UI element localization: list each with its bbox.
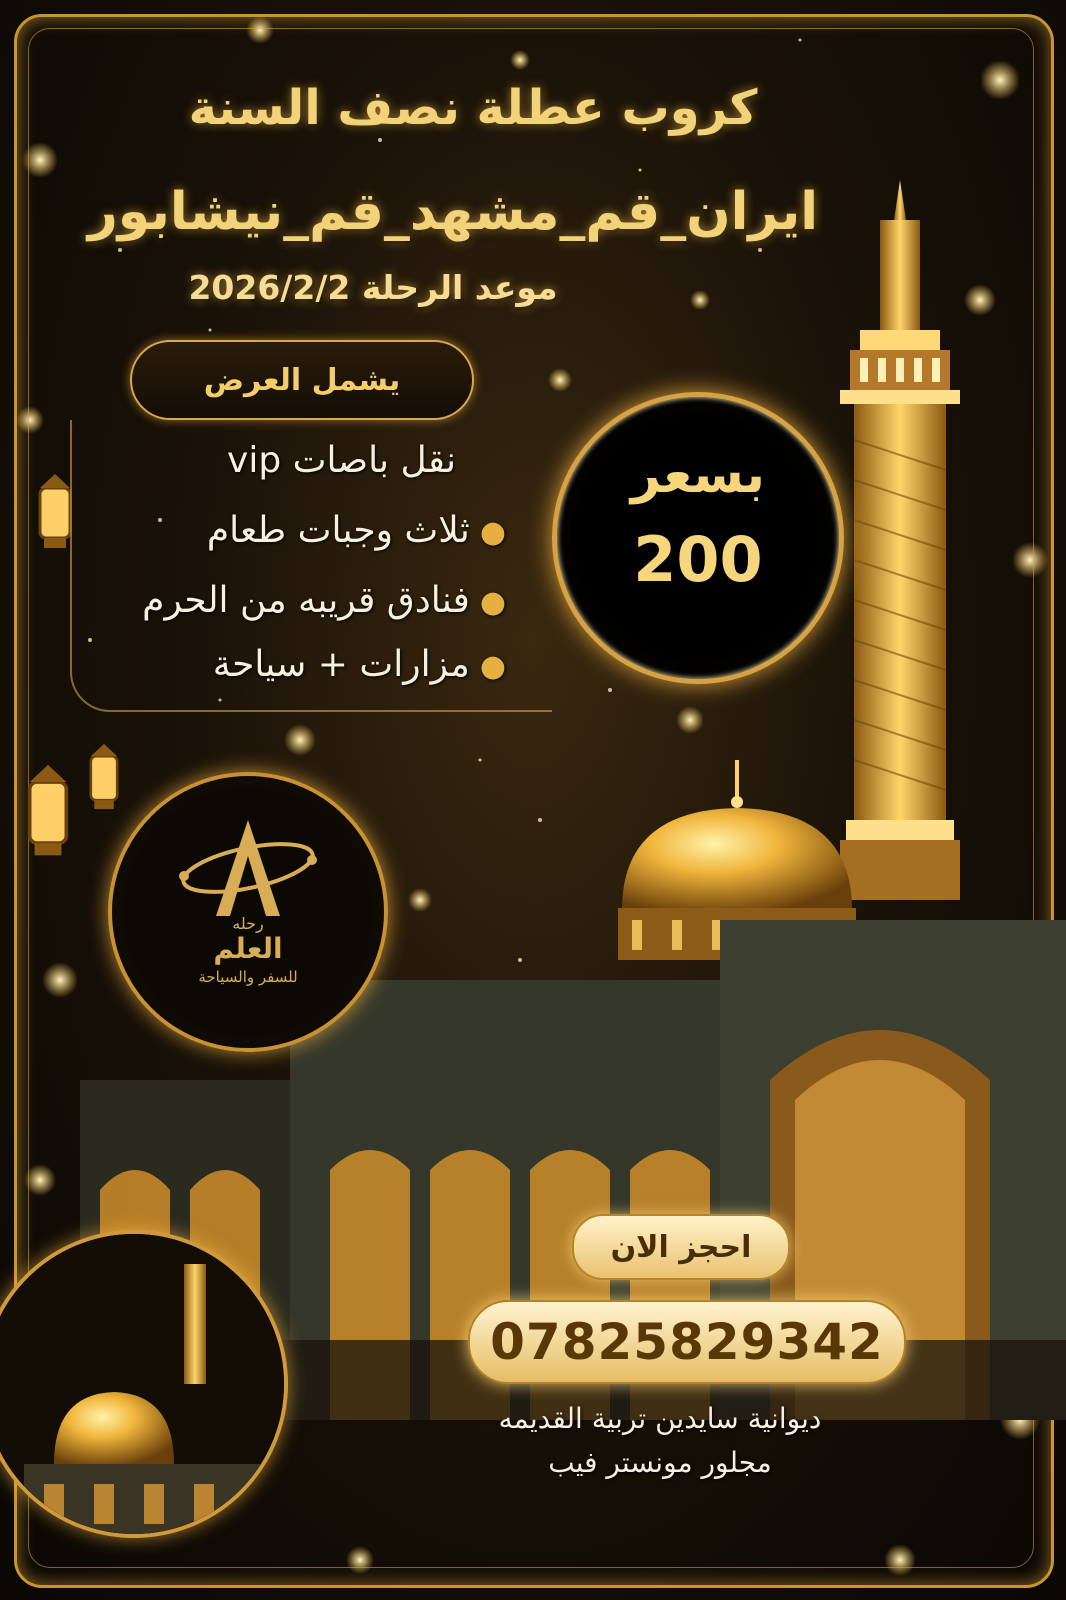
company-logo — [108, 772, 388, 1052]
price-value: 200 — [633, 523, 763, 596]
offer-heading: يشمل العرض — [130, 340, 474, 420]
bullet-icon: ● — [479, 585, 506, 620]
address-line1: ديوانية سايدين تربية القديمه — [498, 1402, 822, 1435]
trip-title: كروب عطلة نصف السنة — [188, 80, 758, 136]
shrine-inset-illustration — [0, 1234, 284, 1534]
price-label: بسعر — [630, 445, 766, 505]
lantern-icon — [16, 760, 80, 870]
address-line2: مجلور مونستر فيب — [548, 1446, 772, 1479]
book-now-button[interactable]: احجز الان — [572, 1214, 790, 1280]
offer-item: ●فنادق قريبه من الحرم — [142, 580, 506, 621]
offer-item: نقل باصات vip — [227, 440, 456, 481]
logo-line2: العلم — [213, 932, 283, 965]
bullet-icon: ● — [479, 515, 506, 550]
offer-item: ●ثلاث وجبات طعام — [206, 510, 506, 551]
offer-item: ●مزارات + سياحة — [212, 644, 506, 685]
lantern-icon — [82, 740, 126, 820]
logo-line1: رحله — [232, 914, 264, 933]
trip-date: موعد الرحلة 2026/2/2 — [188, 268, 558, 307]
trip-route: ايران_قم_مشهد_قم_نيشابور — [87, 182, 819, 242]
price-badge — [552, 392, 844, 684]
bullet-icon: ● — [479, 649, 506, 684]
logo-a-mark-icon — [170, 812, 326, 922]
phone-number[interactable]: 07825829342 — [468, 1300, 906, 1384]
logo-line3: للسفر والسياحة — [198, 968, 298, 986]
